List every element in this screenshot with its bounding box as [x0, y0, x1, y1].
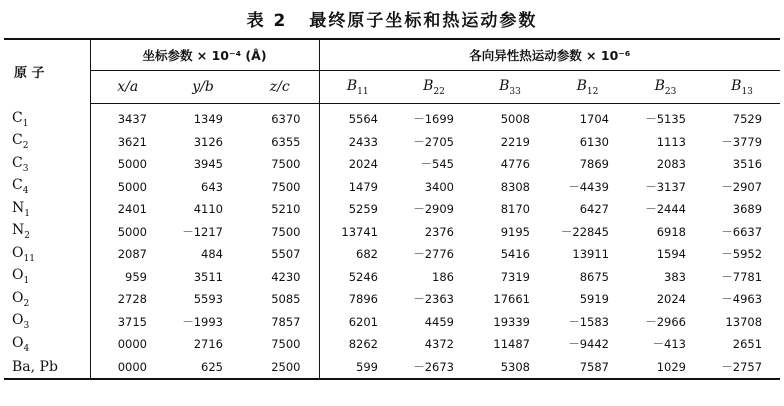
value-cell: 7500: [241, 221, 319, 244]
value-cell: 6427: [579, 202, 609, 217]
value-cell: 8308: [500, 179, 530, 194]
value-cell: －5952: [721, 247, 763, 262]
table-row: [4, 356, 780, 380]
table-row: [4, 243, 780, 266]
table-row: [4, 176, 780, 199]
value-cell: 1479: [348, 179, 378, 194]
value-cell: －2966: [645, 314, 686, 329]
value-cell: 5210: [241, 198, 319, 221]
value-cell: 5000: [117, 179, 147, 194]
value-cell: 4459: [424, 314, 454, 329]
value-cell: 5919: [579, 292, 609, 307]
value-cell: －7781: [721, 269, 763, 284]
value-cell: －6637: [721, 224, 763, 239]
atom-label: $O_3$: [4, 311, 90, 334]
value-cell: 19339: [493, 314, 530, 329]
value-cell: 959: [125, 269, 147, 284]
value-cell: 2651: [732, 337, 763, 352]
value-cell: －5135: [645, 112, 686, 127]
value-cell: 8170: [500, 202, 530, 217]
value-cell: 7869: [579, 157, 609, 172]
value-cell: 484: [201, 247, 223, 262]
value-cell: 4230: [241, 266, 319, 289]
value-cell: 4776: [500, 157, 530, 172]
value-cell: －2776: [413, 247, 454, 262]
table-title: [0, 6, 784, 31]
table-row: [4, 266, 780, 289]
table-row: [4, 104, 780, 131]
value-cell: －3137: [645, 179, 686, 194]
value-cell: －22845: [560, 224, 609, 239]
value-cell: 2219: [500, 134, 530, 149]
value-cell: 5564: [348, 112, 378, 127]
value-cell: 3400: [424, 179, 454, 194]
value-cell: 1349: [193, 112, 223, 127]
value-cell: 5308: [500, 359, 530, 374]
value-cell: 1594: [656, 247, 686, 262]
value-cell: 3511: [193, 269, 223, 284]
table-row: [4, 288, 780, 311]
value-cell: 2024: [348, 157, 378, 172]
value-cell: 1029: [656, 359, 686, 374]
value-cell: 5000: [117, 157, 147, 172]
atom-label: $C_3$: [4, 153, 90, 176]
value-cell: 6370: [241, 104, 319, 131]
value-cell: 6355: [241, 131, 319, 154]
value-cell: 3516: [732, 157, 763, 172]
value-cell: 7857: [241, 311, 319, 334]
value-cell: －1699: [413, 112, 454, 127]
value-cell: 2716: [193, 337, 223, 352]
atom-label: $O_4$: [4, 333, 90, 356]
value-cell: 17661: [493, 292, 530, 307]
col-header-b11: $B_{11}$: [319, 71, 396, 104]
thermal-group-header: 各向异性热运动参数 × 10⁻⁶: [469, 48, 631, 63]
value-cell: 599: [356, 359, 378, 374]
value-cell: 7500: [241, 333, 319, 356]
value-cell: 13911: [572, 247, 609, 262]
coordinates-table: [4, 38, 780, 380]
value-cell: 2024: [656, 292, 686, 307]
value-cell: －2705: [413, 134, 454, 149]
value-cell: 3437: [117, 112, 147, 127]
value-cell: 4372: [424, 337, 454, 352]
value-cell: 1113: [656, 134, 686, 149]
value-cell: 7319: [500, 269, 530, 284]
atom-label: $N_2$: [4, 221, 90, 244]
value-cell: －9442: [568, 337, 609, 352]
value-cell: 2087: [117, 247, 147, 262]
value-cell: 5416: [500, 247, 530, 262]
value-cell: 7529: [732, 112, 763, 127]
value-cell: 3715: [117, 314, 147, 329]
col-header-b23: $B_{23}$: [627, 71, 704, 104]
value-cell: 9195: [500, 224, 530, 239]
value-cell: 0000: [117, 359, 147, 374]
atom-label: Ba, Pb: [4, 356, 90, 380]
value-cell: 7500: [241, 153, 319, 176]
value-cell: 5085: [241, 288, 319, 311]
value-cell: 2433: [348, 134, 378, 149]
value-cell: －2363: [413, 292, 454, 307]
atom-label: $O_2$: [4, 288, 90, 311]
value-cell: －1583: [568, 314, 609, 329]
value-cell: 2728: [117, 292, 147, 307]
col-header-b12: $B_{12}$: [548, 71, 627, 104]
value-cell: 13741: [341, 224, 378, 239]
value-cell: 4110: [193, 202, 223, 217]
value-cell: 3689: [732, 202, 763, 217]
value-cell: 7500: [241, 176, 319, 199]
col-header-b22: $B_{22}$: [396, 71, 472, 104]
table-row: [4, 311, 780, 334]
col-header-b33: $B_{33}$: [472, 71, 548, 104]
value-cell: 7587: [579, 359, 609, 374]
value-cell: 5008: [500, 112, 530, 127]
value-cell: 625: [201, 359, 223, 374]
value-cell: 5259: [348, 202, 378, 217]
table-caption: 最终原子坐标和热运动参数: [309, 11, 538, 31]
value-cell: 8262: [348, 337, 378, 352]
value-cell: 13708: [725, 314, 763, 329]
atom-label: $C_4$: [4, 176, 90, 199]
value-cell: －2444: [645, 202, 686, 217]
table-row: [4, 198, 780, 221]
value-cell: 3126: [193, 134, 223, 149]
atom-label: $C_1$: [4, 104, 90, 131]
value-cell: －4963: [721, 292, 763, 307]
value-cell: 5246: [348, 269, 378, 284]
atom-label: $C_2$: [4, 131, 90, 154]
col-header-b13: $B_{13}$: [704, 71, 780, 104]
value-cell: 11487: [493, 337, 530, 352]
value-cell: －2907: [721, 179, 763, 194]
atom-label: $O_{11}$: [4, 243, 90, 266]
value-cell: 186: [432, 269, 454, 284]
value-cell: －545: [420, 157, 454, 172]
value-cell: 2083: [656, 157, 686, 172]
value-cell: －1217: [182, 224, 223, 239]
atom-label: $O_1$: [4, 266, 90, 289]
atom-label: $N_1$: [4, 198, 90, 221]
value-cell: －3779: [721, 134, 763, 149]
value-cell: －2909: [413, 202, 454, 217]
value-cell: 383: [664, 269, 686, 284]
table-row: [4, 333, 780, 356]
col-header-z: z/c: [241, 71, 319, 104]
coord-group-header: 坐标参数 × 10⁻⁴ (Å): [90, 39, 319, 71]
value-cell: 6201: [348, 314, 378, 329]
value-cell: 5507: [241, 243, 319, 266]
value-cell: －4439: [568, 179, 609, 194]
value-cell: 2401: [117, 202, 147, 217]
value-cell: 643: [201, 179, 223, 194]
value-cell: 5593: [193, 292, 223, 307]
value-cell: 0000: [117, 337, 147, 352]
value-cell: －2673: [413, 359, 454, 374]
value-cell: －2757: [721, 359, 763, 374]
atom-column-header: 原 子: [4, 39, 90, 104]
value-cell: 2500: [241, 356, 319, 380]
table-row: [4, 131, 780, 154]
table-row: [4, 153, 780, 176]
col-header-y: y/b: [165, 71, 241, 104]
value-cell: －1993: [182, 314, 223, 329]
table-row: [4, 221, 780, 244]
value-cell: 1704: [579, 112, 609, 127]
value-cell: 3945: [193, 157, 223, 172]
value-cell: －413: [652, 337, 686, 352]
table-number: 表 2: [246, 11, 288, 31]
col-header-x: x/a: [90, 71, 165, 104]
value-cell: 6130: [579, 134, 609, 149]
value-cell: 7896: [348, 292, 378, 307]
value-cell: 3621: [117, 134, 147, 149]
value-cell: 6918: [656, 224, 686, 239]
value-cell: 8675: [579, 269, 609, 284]
value-cell: 682: [356, 247, 378, 262]
table-body: [4, 104, 780, 380]
value-cell: 2376: [424, 224, 454, 239]
value-cell: 5000: [117, 224, 147, 239]
